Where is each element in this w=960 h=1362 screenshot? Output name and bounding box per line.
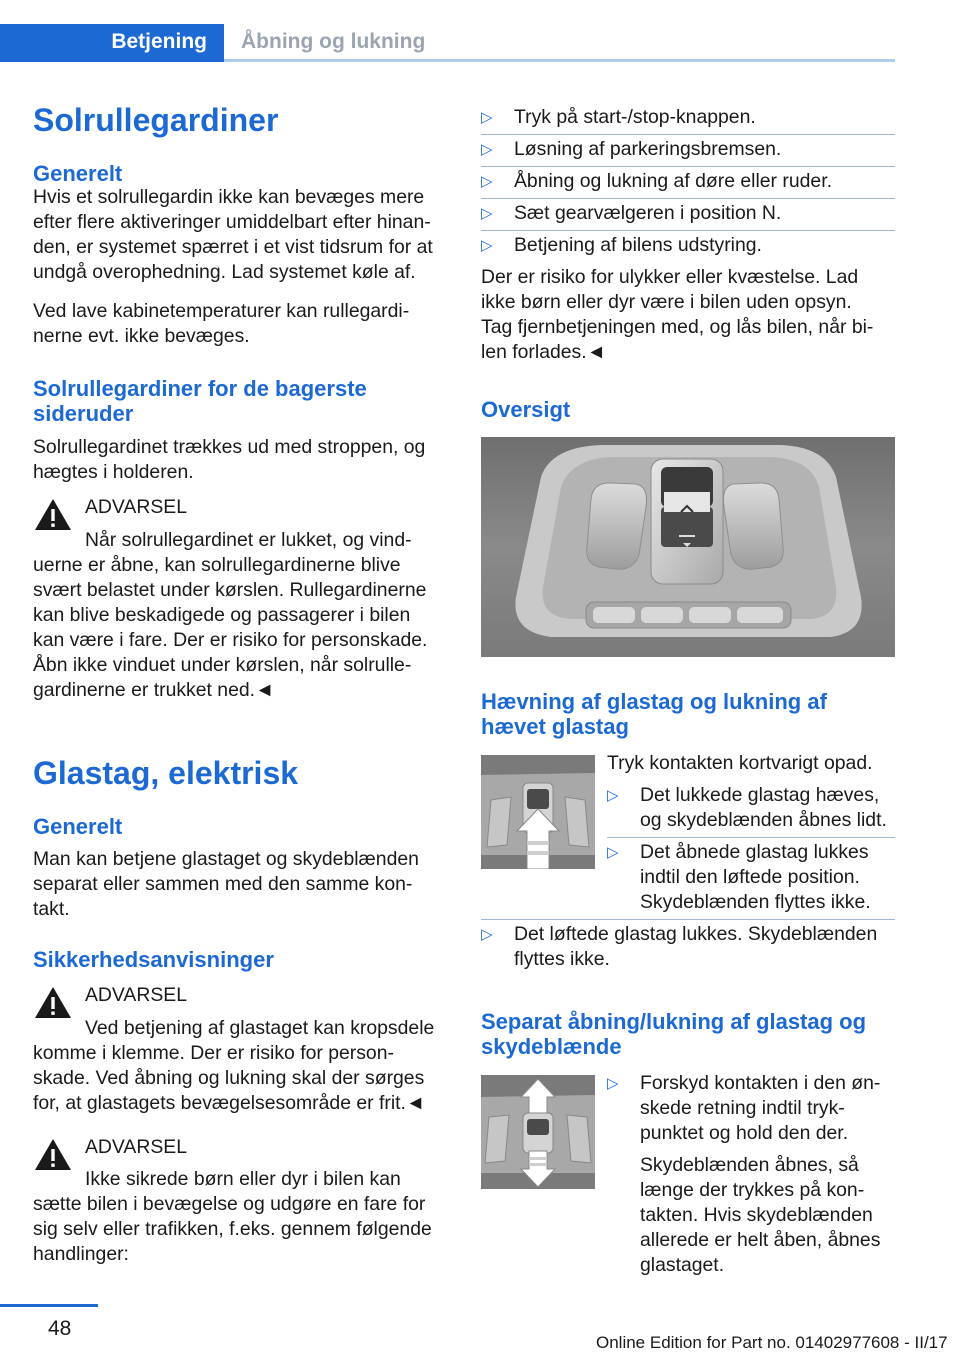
text-line: takt. [33,898,70,920]
paragraph-risiko [481,265,873,365]
text-line: Det åbnede glastag lukkes [640,841,869,863]
heading-sikkerhedsanvisninger: Sikkerhedsanvisninger [33,947,274,972]
text-line: komme i klemme. Der er risiko for person- [33,1042,394,1064]
list-item-text [640,783,887,833]
text-line: Der er risiko for ulykker eller kvæstelse. Lad [481,266,859,288]
text-line: efter flere aktiveringer umiddelbart efter hinan- [33,211,431,233]
text-line: Ved lave kabinetemperaturer kan rullegardi- [33,300,410,322]
bullet-icon: ▷ [481,205,493,222]
text-line: hægtes i holderen. [33,461,194,483]
text-line: den, er systemet spærret i et vist tidsrum for at [33,236,433,258]
warning-text [33,1167,432,1267]
heading-generelt-2: Generelt [33,814,123,839]
text-line: ikke børn eller dyr være i bilen uden opsyn. [481,291,852,313]
list-item-text: Løsning af parkeringsbremsen. [514,138,782,160]
divider [481,198,895,199]
heading-line: sideruder [33,401,134,426]
text-line: svært belastet under kørslen. Rullegardinerne [33,579,427,601]
heading-line: Separat åbning/lukning af glastag og [481,1009,867,1034]
bullet-icon: ▷ [481,173,493,190]
text-line: sætte bilen i bevægelse og udgøre en fare for [33,1193,426,1215]
header-rule [224,59,895,62]
paragraph-generelt [33,185,433,285]
text-line: len forlades.◄ [481,341,606,363]
warning-icon [33,497,73,532]
text-line: kan blive beskadigede og passagerer i bilen [33,604,411,626]
text-line: Man kan betjene glastaget og skydeblænden [33,848,419,870]
bullet-icon: ▷ [481,237,493,254]
edition-note: Online Edition for Part no. 01402977608 - II/17 [596,1333,948,1352]
heading-solrullegardiner: Solrullegardiner [33,102,279,138]
warning-text [33,528,427,703]
text-line: skede retning indtil tryk- [640,1097,845,1119]
list-item-text [514,922,877,972]
warning-title: ADVARSEL [85,496,188,518]
text-line: Skydeblænden flyttes ikke. [640,891,871,913]
heading-generelt: Generelt [33,161,123,186]
switch-push-up-image [481,755,595,869]
text-line: længe der trykkes på kon- [640,1179,865,1201]
text-line: og skydeblænden åbnes lidt. [640,809,887,831]
text-line: punktet og hold den der. [640,1122,849,1144]
heading-line: skydeblænde [481,1034,622,1059]
warning-text [33,1016,434,1116]
paragraph-tryk-kontakten: Tryk kontakten kortvarigt opad. [607,752,873,774]
heading-line: Solrullegardiner for de bagerste [33,376,367,401]
heading-separat [481,1009,866,1059]
list-item-text [640,840,871,915]
paragraph-skydeblaenden [640,1153,880,1278]
text-line: sig selv eller trafikken, f.eks. gennem følgende [33,1218,432,1240]
bullet-icon: ▷ [481,109,493,126]
paragraph-glastag-generelt [33,847,419,922]
heading-haevning [481,689,827,739]
divider [481,230,895,231]
heading-line: hævet glastag [481,714,629,739]
text-line: Når solrullegardinet er lukket, og vind- [85,529,412,551]
divider [481,919,895,920]
text-line: flyttes ikke. [514,948,610,970]
text-line: Hvis et solrullegardin ikke kan bevæges mere [33,186,425,208]
text-line: separat eller sammen med den samme kon- [33,873,413,895]
heading-glastag-elektrisk: Glastag, elektrisk [33,755,299,791]
heading-oversigt: Oversigt [481,397,571,422]
switch-up-photo [481,755,595,869]
list-item-text: Betjening af bilens udstyring. [514,234,762,256]
roof-console-image [481,437,895,657]
text-line: Åbn ikke vinduet under kørslen, når solrulle- [33,654,412,676]
text-line: glastaget. [640,1254,725,1276]
text-line: Solrullegardinet trækkes ud med stroppen, og [33,436,426,458]
tab-betjening: Betjening [0,24,224,62]
list-item-text: Tryk på start-/stop-knappen. [514,106,756,128]
divider [481,134,895,135]
paragraph-kabinetemperatur [33,299,409,349]
text-line: for, at glastagets bevægelsesområde er frit.◄ [33,1092,426,1114]
divider [607,837,895,838]
divider [481,166,895,167]
switch-slide-image [481,1075,595,1189]
warning-title: ADVARSEL [85,984,188,1006]
heading-bagerste-sideruder [33,376,367,426]
text-line: handlinger: [33,1243,129,1265]
warning-title: ADVARSEL [85,1136,188,1158]
bullet-icon: ▷ [481,141,493,158]
bullet-icon: ▷ [607,787,619,804]
text-line: Tag fjernbetjeningen med, og lås bilen, når bi- [481,316,874,338]
text-line: Forskyd kontakten i den øn- [640,1072,881,1094]
bullet-icon: ▷ [607,844,619,861]
list-item-text: Sæt gearvælgeren i position N. [514,202,782,224]
text-line: Ved betjening af glastaget kan kropsdele [85,1017,435,1039]
text-line: Det lukkede glastag hæves, [640,784,880,806]
text-line: Skydeblænden åbnes, så [640,1154,859,1176]
text-line: Det løftede glastag lukkes. Skydeblænden [514,923,878,945]
switch-slide-photo [481,1075,595,1189]
warning-icon [33,985,73,1020]
bullet-icon: ▷ [481,926,493,943]
text-line: undgå overophedning. Lad systemet køle af. [33,261,416,283]
text-line: kan være i fare. Der er risiko for personskade. [33,629,428,651]
heading-line: Hævning af glastag og lukning af [481,689,827,714]
overview-photo [481,437,895,657]
bullet-icon: ▷ [607,1075,619,1092]
chapter-header [0,24,895,62]
text-line: takten. Hvis skydeblænden [640,1204,873,1226]
text-line: nerne evt. ikke bevæges. [33,325,250,347]
tab-aabning-og-lukning: Åbning og lukning [241,30,426,53]
text-line: Ikke sikrede børn eller dyr i bilen kan [85,1168,401,1190]
page-number: 48 [48,1317,72,1340]
list-item-text [640,1071,880,1146]
text-line: indtil den løftede position. [640,866,860,888]
text-line: allerede er helt åben, åbnes [640,1229,881,1251]
text-line: skade. Ved åbning og lukning skal der sørges [33,1067,425,1089]
text-line: uerne er åbne, kan solrullegardinerne blive [33,554,401,576]
list-item-text: Åbning og lukning af døre eller ruder. [514,170,832,192]
paragraph-stroppen [33,435,425,485]
footer-rule [0,1304,98,1307]
text-line: gardinerne er trukket ned.◄ [33,679,275,701]
